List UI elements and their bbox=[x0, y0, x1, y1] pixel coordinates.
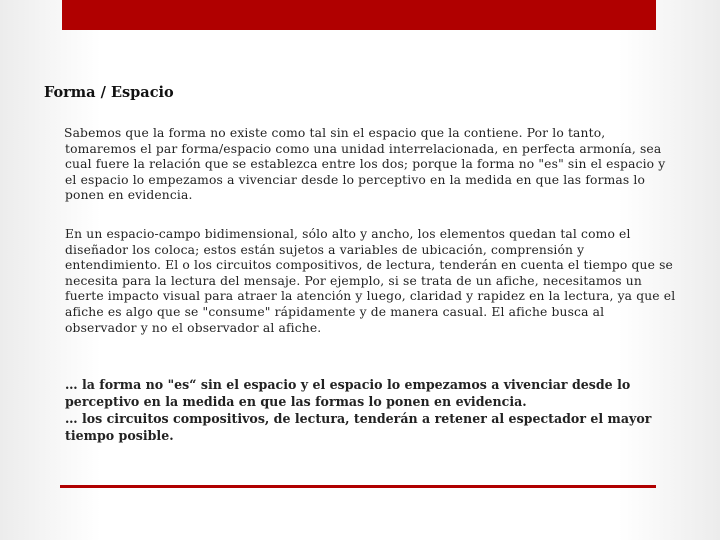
paragraph-forma-espacio: Sabemos que la forma no existe como tal sin el espacio que la contiene. Por lo tanto, tomaremos el par forma/espacio como una unidad interrelacionada, en perfecta armonía, sea cual fuere la relación que se establezca entre los dos; porque la forma no "es" sin el espacio y el espacio lo empezamos a vivenciar desde lo perceptivo en la medida en que las formas lo ponen en evidencia. bbox=[64, 126, 666, 203]
quote-forma-es: … la forma no "es“ sin el espacio y el espacio lo empezamos a vivenciar desde lo perceptivo en la medida en que las formas lo ponen en evidencia. bbox=[65, 377, 631, 409]
quote-circuitos-compositivos: … los circuitos compositivos, de lectura, tenderán a retener al espectador el mayor tiempo posible. bbox=[65, 411, 652, 443]
paragraph-espacio-campo: En un espacio-campo bidimensional, sólo alto y ancho, los elementos quedan tal como el diseñador los coloca; estos están sujetos a variables de ubicación, comprensión y entendimiento. El o los circuitos compositivos, de lectura, tenderán en cuenta el tiempo que se necesita para la lectura del mensaje. Por ejemplo, si se trata de un afiche, necesitamos un fuerte impacto visual para atraer la atención y luego, claridad y rapidez en la lectura, ya que el afiche es algo que se "consume" rápidamente y de manera casual. El afiche busca al observador y no el observador al afiche. bbox=[65, 227, 676, 335]
top-accent-bar bbox=[62, 0, 656, 30]
bottom-accent-line bbox=[60, 485, 656, 488]
slide-title: Forma / Espacio bbox=[44, 84, 174, 101]
